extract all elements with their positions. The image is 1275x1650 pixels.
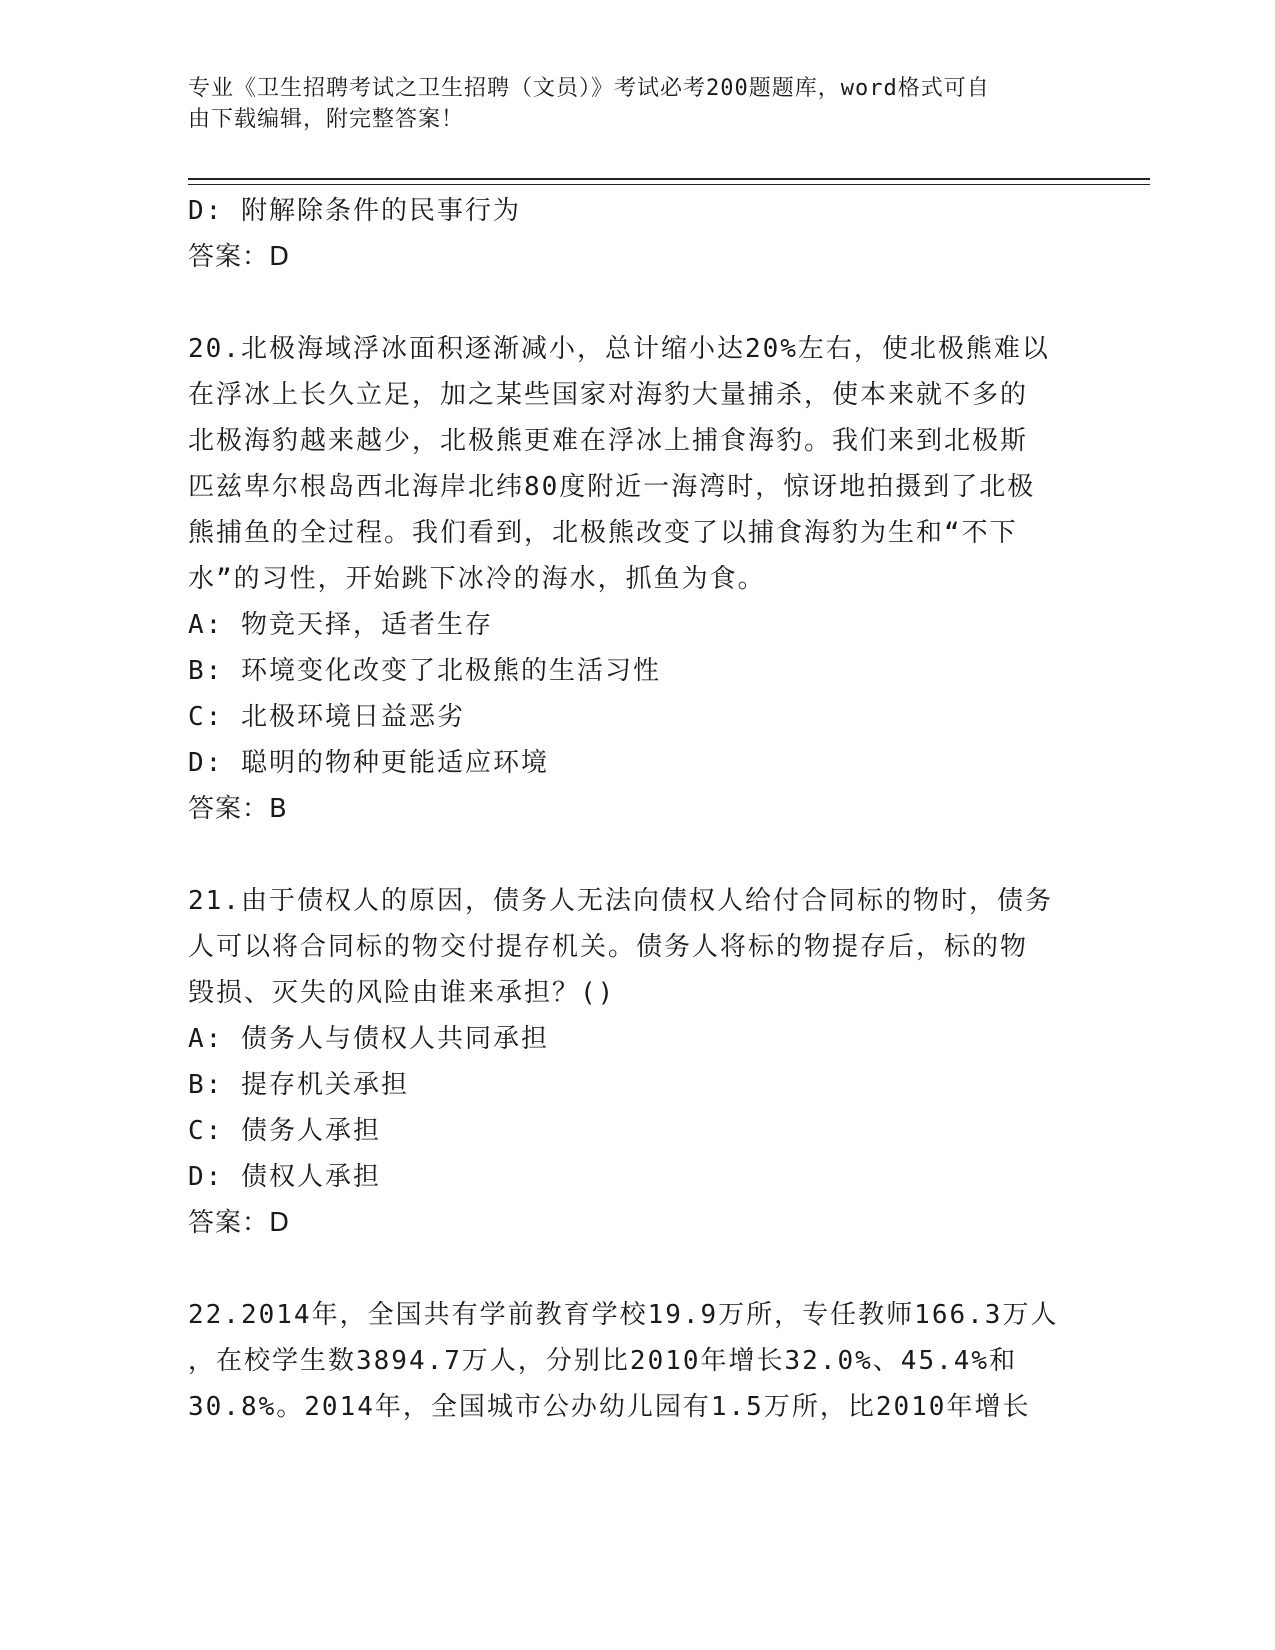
header-divider-thick [188, 178, 1150, 180]
answer: 答案：D [188, 242, 291, 272]
question-text-line: 匹兹卑尔根岛西北海岸北纬80度附近一海湾时，惊讶地拍摄到了北极 [188, 472, 1036, 502]
question-text-line: 毁损、灭失的风险由谁来承担？() [188, 978, 616, 1008]
option-b: B: 提存机关承担 [188, 1070, 409, 1100]
header-line-2: 由下载编辑，附完整答案！ [188, 107, 465, 132]
question-20 [188, 326, 1088, 832]
question-21 [188, 878, 1088, 1246]
question-text-line: 北极海豹越来越少，北极熊更难在浮冰上捕食海豹。我们来到北极斯 [188, 426, 1029, 456]
answer: 答案：D [188, 1208, 291, 1238]
option-d: D: 债权人承担 [188, 1162, 381, 1192]
question-text-line: 21.由于债权人的原因，债务人无法向债权人给付合同标的物时，债务 [188, 886, 1053, 916]
question-text-line: 人可以将合同标的物交付提存机关。债务人将标的物提存后，标的物 [188, 932, 1029, 962]
question-text-line: ，在校学生数3894.7万人，分别比2010年增长32.0%、45.4%和 [188, 1346, 1018, 1376]
spacer [188, 280, 1088, 326]
question-22 [188, 1292, 1088, 1430]
document-body [188, 188, 1088, 1430]
question-text-line: 在浮冰上长久立足，加之某些国家对海豹大量捕杀，使本来就不多的 [188, 380, 1029, 410]
page-header [188, 73, 1088, 135]
option-a: A: 物竞天择，适者生存 [188, 610, 493, 640]
question-prev [188, 188, 1088, 280]
option-b: B: 环境变化改变了北极熊的生活习性 [188, 656, 661, 686]
question-text-line: 20.北极海域浮冰面积逐渐减小，总计缩小达20%左右，使北极熊难以 [188, 334, 1050, 364]
question-text-line: 熊捕鱼的全过程。我们看到，北极熊改变了以捕食海豹为生和“不下 [188, 518, 1018, 548]
header-divider-thin [188, 184, 1150, 185]
question-text-line: 22.2014年，全国共有学前教育学校19.9万所，专任教师166.3万人 [188, 1300, 1059, 1330]
option-a: A: 债务人与债权人共同承担 [188, 1024, 549, 1054]
question-text-line: 30.8%。2014年，全国城市公办幼儿园有1.5万所，比2010年增长 [188, 1392, 1031, 1422]
spacer [188, 1246, 1088, 1292]
option-c: C: 债务人承担 [188, 1116, 381, 1146]
question-text-line: 水”的习性，开始跳下冰冷的海水，抓鱼为食。 [188, 564, 766, 594]
option-d: D: 聪明的物种更能适应环境 [188, 748, 549, 778]
option-d: D: 附解除条件的民事行为 [188, 196, 521, 226]
option-c: C: 北极环境日益恶劣 [188, 702, 465, 732]
spacer [188, 832, 1088, 878]
answer: 答案：B [188, 794, 288, 824]
header-line-1: 专业《卫生招聘考试之卫生招聘（文员）》考试必考200题题库，word格式可自 [188, 76, 990, 101]
